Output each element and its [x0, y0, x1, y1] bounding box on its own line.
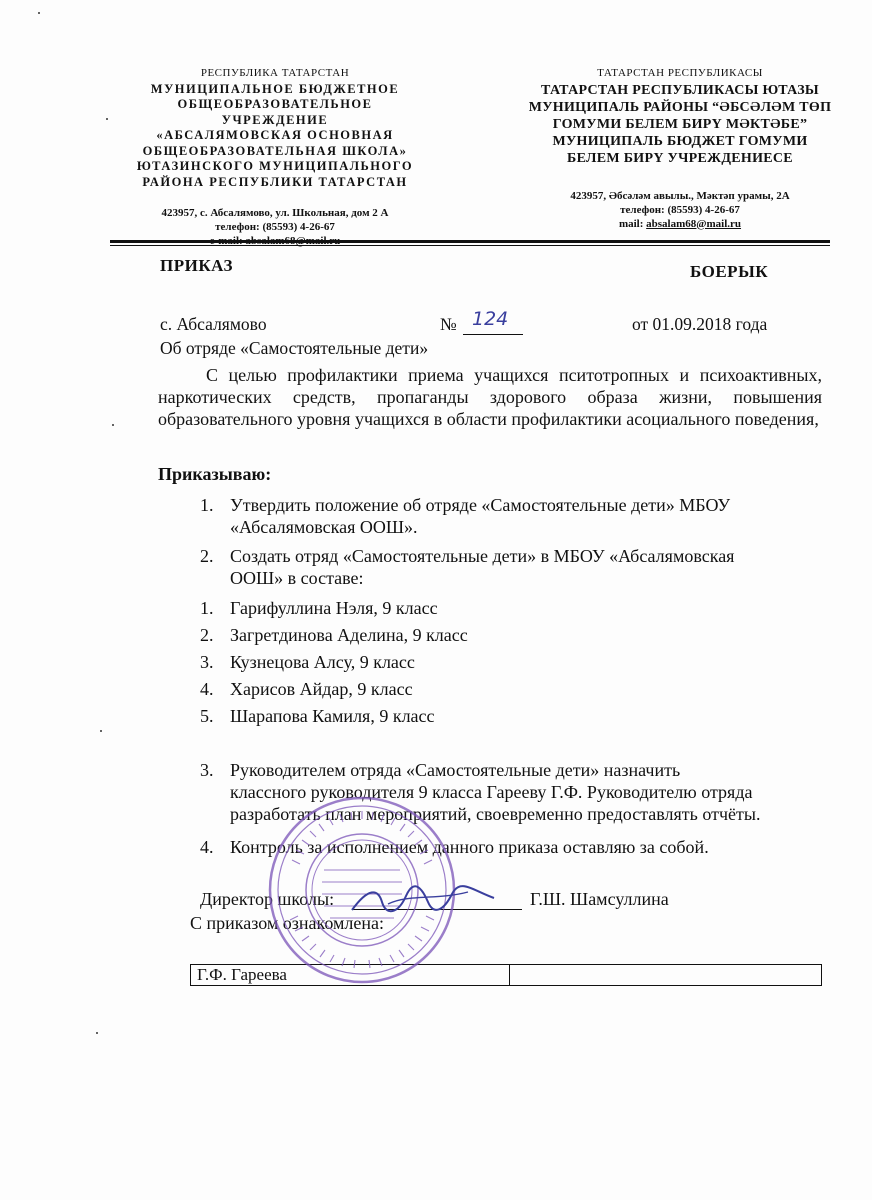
member-number: 2. — [200, 625, 214, 645]
header-right-line: БЕЛЕМ БИРҮ УЧРЕЖДЕНИЕСЕ — [567, 150, 793, 166]
header-right-phone: телефон: (85593) 4-26-67 — [620, 203, 740, 216]
doc-place: с. Абсалямово — [160, 314, 267, 334]
order-item-line: разработать план мероприятий, своевременно предоставлять отчёты. — [230, 804, 761, 824]
number-underline — [463, 334, 523, 335]
order-item-number: 3. — [200, 760, 214, 780]
header-left-line: «АБСАЛЯМОВСКАЯ ОСНОВНАЯ — [156, 128, 394, 142]
order-item-line: «Абсалямовская ООШ». — [230, 517, 418, 537]
ack-signature-cell — [510, 965, 822, 986]
member-name: Гарифуллина Нэля, 9 класс — [230, 598, 438, 618]
header-divider-thick — [110, 240, 830, 243]
header-left-address: 423957, с. Абсалямово, ул. Школьная, дом 2 А — [161, 207, 389, 219]
doc-number-label: № — [440, 314, 457, 334]
member-item — [200, 678, 810, 700]
header-left-line: ОБЩЕОБРАЗОВАТЕЛЬНОЕ — [177, 97, 373, 111]
header-left — [120, 66, 430, 248]
header-right-line: МУНИЦИПАЛЬ БЮДЖЕТ ГОМУМИ — [552, 133, 808, 149]
header-right-email-row — [520, 217, 840, 231]
scan-speck — [96, 1032, 98, 1034]
member-name: Загретдинова Аделина, 9 класс — [230, 625, 468, 645]
member-item — [200, 705, 810, 727]
header-right-republic: ТАТАРСТАН РЕСПУБЛИКАСЫ — [597, 67, 763, 79]
acquainted-label: С приказом ознакомлена: — [190, 913, 384, 933]
doc-title-ru: ПРИКАЗ — [160, 256, 233, 275]
member-number: 1. — [200, 598, 214, 618]
member-item — [200, 651, 810, 673]
header-left-phone: телефон: (85593) 4-26-67 — [215, 221, 335, 233]
doc-order-word: Приказываю: — [158, 464, 272, 484]
scan-speck — [100, 730, 102, 732]
director-role: Директор школы: — [200, 889, 335, 909]
header-left-line: ОБЩЕОБРАЗОВАТЕЛЬНАЯ ШКОЛА» — [142, 143, 408, 158]
order-item-line: Руководителем отряда «Самостоятельные дети» назначить — [230, 760, 681, 780]
header-left-republic: РЕСПУБЛИКА ТАТАРСТАН — [200, 67, 350, 79]
header-right-line: ТАТАРСТАН РЕСПУБЛИКАСЫ ЮТАЗЫ — [541, 82, 819, 98]
header-left-line: МУНИЦИПАЛЬНОЕ БЮДЖЕТНОЕ — [150, 81, 400, 96]
order-item-line: классного руководителя 9 класса Гарееву Г.Ф. Руководителю отряда — [230, 782, 753, 802]
order-item-line: Создать отряд «Самостоятельные дети» в МБОУ «Абсалямовская — [230, 546, 735, 566]
scan-speck — [106, 118, 108, 120]
header-right — [520, 66, 840, 231]
doc-title-tt: БОЕРЫК — [690, 262, 769, 281]
order-item-number: 1. — [200, 495, 214, 515]
director-signature-image — [348, 880, 498, 920]
member-number: 4. — [200, 679, 214, 699]
header-left-line: УЧРЕЖДЕНИЕ — [221, 112, 329, 127]
ack-name-cell: Г.Ф. Гареева — [191, 965, 510, 986]
doc-subject: Об отряде «Самостоятельные дети» — [160, 338, 429, 358]
header-divider-thin — [110, 245, 830, 246]
order-item — [200, 494, 810, 538]
doc-date: от 01.09.2018 года — [632, 314, 768, 334]
director-name: Г.Ш. Шамсуллина — [530, 889, 669, 909]
member-item — [200, 597, 810, 619]
member-number: 5. — [200, 706, 214, 726]
order-item-number: 2. — [200, 546, 214, 566]
header-right-address: 423957, Әбсәләм авылы., Мәктәп урамы, 2А — [570, 189, 790, 202]
header-left-line: РАЙОНА РЕСПУБЛИКИ ТАТАРСТАН — [142, 174, 408, 189]
member-name: Харисов Айдар, 9 класс — [230, 679, 413, 699]
header-right-line: ГОМУМИ БЕЛЕМ БИРҮ МӘКТӘБЕ” — [552, 116, 808, 132]
header-right-email-label: mail: — [618, 217, 647, 230]
header-right-email-link[interactable]: absalam68@mail.ru — [646, 217, 742, 230]
header-left-line: ЮТАЗИНСКОГО МУНИЦИПАЛЬНОГО — [136, 159, 414, 173]
member-name: Шарапова Камиля, 9 класс — [230, 706, 435, 726]
order-item-line: Утвердить положение об отряде «Самостоятельные дети» МБОУ — [230, 495, 731, 515]
member-number: 3. — [200, 652, 214, 672]
order-item-number: 4. — [200, 837, 214, 857]
header-right-line: МУНИЦИПАЛЬ РАЙОНЫ “ӘБСӘЛӘМ ТӨП — [528, 99, 832, 115]
scan-speck — [112, 424, 114, 426]
order-item-line: ООШ» в составе: — [230, 568, 364, 588]
doc-preamble: С целью профилактики приема учащихся пситотропных и психоактивных, наркотических средств, пропаганды здорового образа жизни, повышения образовательного уровня учащихся в области профилактики асоциального поведения, — [158, 365, 822, 429]
order-item — [200, 545, 810, 589]
order-item-line: Контроль за исполнением данного приказа оставляю за собой. — [230, 837, 709, 857]
member-item — [200, 624, 810, 646]
doc-number-handwritten: 124 — [472, 308, 509, 330]
member-name: Кузнецова Алсу, 9 класс — [230, 652, 415, 672]
scan-speck — [38, 12, 40, 14]
